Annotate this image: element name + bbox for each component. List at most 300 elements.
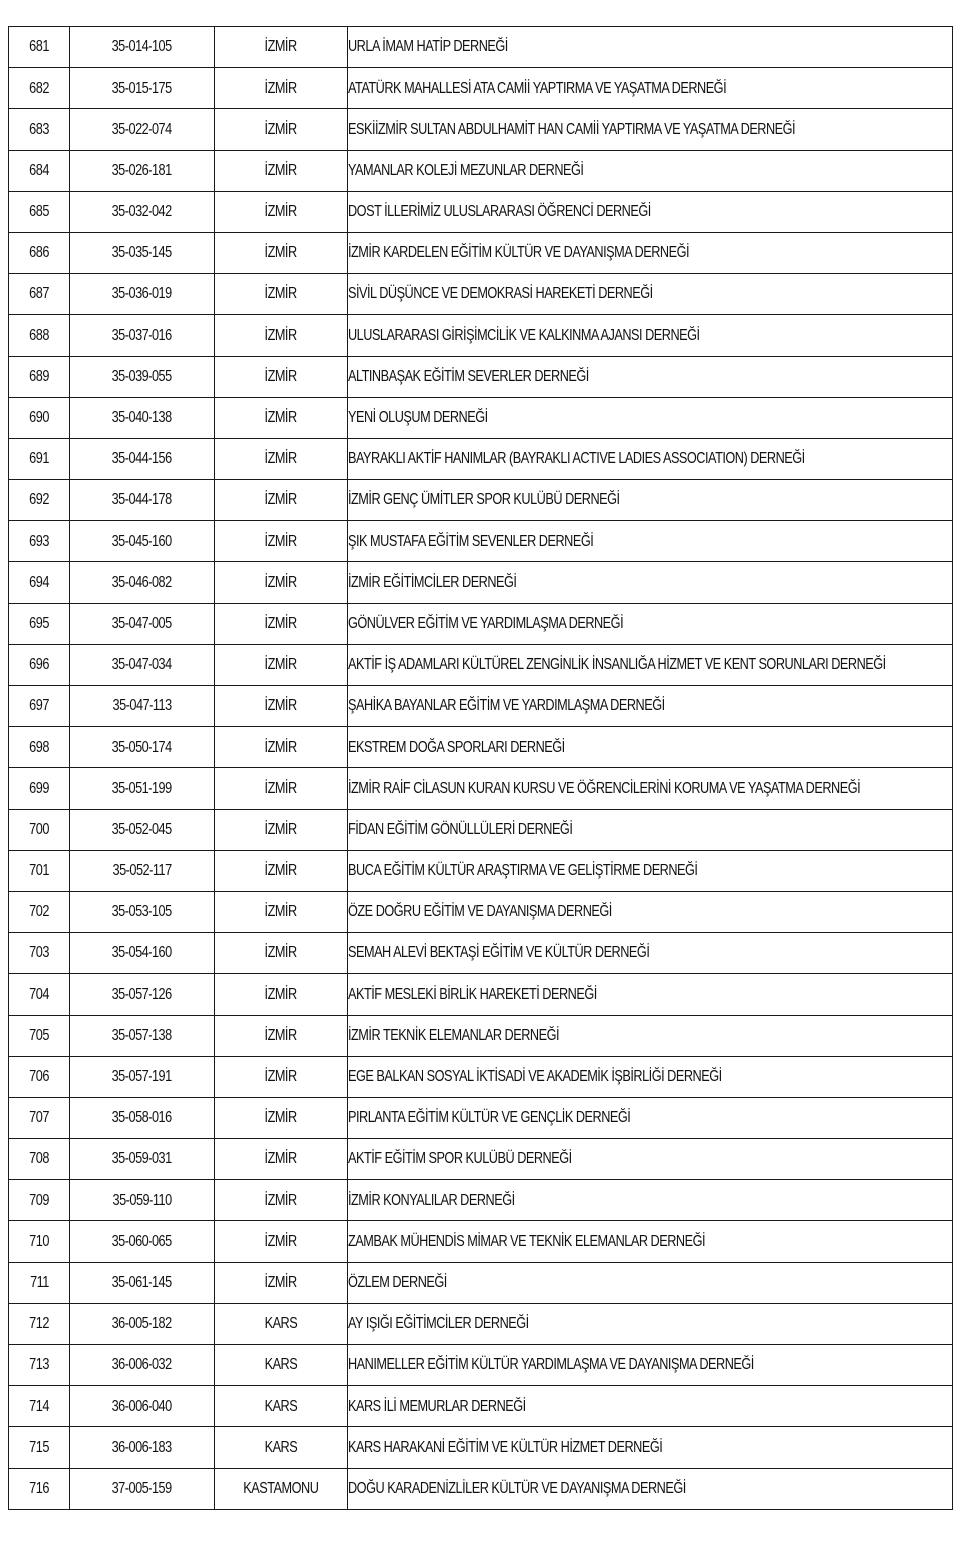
registry-number-cell [70,521,215,562]
table-row [9,274,953,315]
city-text: İZMİR [264,203,298,221]
registry-number-cell [70,644,215,685]
registry-number-cell [70,1056,215,1097]
registry-number-cell [70,809,215,850]
row-number-text: 689 [29,367,49,385]
association-name-cell [348,686,953,727]
table-row [9,727,953,768]
association-name-text: ŞIK MUSTAFA EĞİTİM SEVENLER DERNEĞİ [348,532,594,550]
association-name-cell [348,356,953,397]
registry-number-cell [70,109,215,150]
city-cell [215,1056,348,1097]
registry-number-cell [70,315,215,356]
row-number-text: 696 [29,656,49,674]
city-text: İZMİR [264,573,298,591]
row-number-cell [9,109,70,150]
city-text: İZMİR [264,1068,298,1086]
row-number-cell [9,933,70,974]
city-cell [215,933,348,974]
table-row [9,356,953,397]
row-number-cell [9,768,70,809]
city-cell [215,1221,348,1262]
row-number-text: 699 [29,779,49,797]
registry-number-cell [70,974,215,1015]
city-cell [215,521,348,562]
city-text: İZMİR [264,1150,298,1168]
association-name-text: PIRLANTA EĞİTİM KÜLTÜR VE GENÇLİK DERNEĞİ [348,1109,631,1127]
city-cell [215,850,348,891]
registry-number-text: 37-005-159 [111,1479,173,1497]
city-text: İZMİR [264,450,298,468]
city-cell [215,1468,348,1509]
registry-number-text: 35-057-191 [111,1068,173,1086]
association-name-text: FİDAN EĞİTİM GÖNÜLLÜLERİ DERNEĞİ [348,820,573,838]
row-number-text: 703 [29,944,49,962]
registry-number-text: 36-006-040 [111,1397,173,1415]
row-number-cell [9,644,70,685]
row-number-text: 683 [29,120,49,138]
city-cell [215,68,348,109]
registry-number-cell [70,603,215,644]
registry-number-text: 35-045-160 [111,532,173,550]
table-body [9,27,953,1510]
row-number-cell [9,974,70,1015]
row-number-cell [9,891,70,932]
table-row [9,891,953,932]
row-number-cell [9,480,70,521]
association-name-text: İZMİR GENÇ ÜMİTLER SPOR KULÜBÜ DERNEĞİ [348,491,620,509]
association-name-text: ZAMBAK MÜHENDİS MİMAR VE TEKNİK ELEMANLAR DERNEĞİ [348,1232,706,1250]
registry-number-cell [70,686,215,727]
row-number-cell [9,27,70,68]
row-number-text: 701 [29,862,49,880]
city-text: KARS [264,1315,298,1333]
association-name-text: ATATÜRK MAHALLESİ ATA CAMİİ YAPTIRMA VE YAŞATMA DERNEĞİ [348,79,727,97]
registry-number-text: 35-050-174 [111,738,173,756]
row-number-text: 688 [29,326,49,344]
registry-number-text: 35-040-138 [111,409,173,427]
registry-number-cell [70,1262,215,1303]
association-name-text: AY IŞIĞI EĞİTİMCİLER DERNEĞİ [348,1315,529,1333]
table-row [9,68,953,109]
row-number-cell [9,850,70,891]
association-name-cell [348,191,953,232]
association-name-text: BUCA EĞİTİM KÜLTÜR ARAŞTIRMA VE GELİŞTİRME DERNEĞİ [348,862,698,880]
table-row [9,686,953,727]
registry-number-text: 35-044-156 [111,450,173,468]
city-text: İZMİR [264,120,298,138]
row-number-cell [9,1139,70,1180]
city-text: İZMİR [264,326,298,344]
association-name-cell [348,1262,953,1303]
row-number-cell [9,438,70,479]
row-number-text: 700 [29,820,49,838]
city-cell [215,397,348,438]
registry-number-cell [70,68,215,109]
association-name-cell [348,727,953,768]
city-text: İZMİR [264,38,298,56]
row-number-cell [9,1468,70,1509]
city-text: İZMİR [264,367,298,385]
registry-number-text: 35-057-138 [111,1026,173,1044]
city-cell [215,562,348,603]
association-name-text: SEMAH ALEVİ BEKTAŞİ EĞİTİM VE KÜLTÜR DERNEĞİ [348,944,650,962]
registry-number-text: 35-014-105 [111,38,173,56]
city-cell [215,603,348,644]
table-row [9,1097,953,1138]
association-name-cell [348,397,953,438]
association-name-cell [348,644,953,685]
association-name-cell [348,521,953,562]
row-number-text: 710 [29,1232,49,1250]
row-number-text: 713 [29,1356,49,1374]
association-name-text: ÖZE DOĞRU EĞİTİM VE DAYANIŞMA DERNEĞİ [348,903,612,921]
table-row [9,1345,953,1386]
city-cell [215,274,348,315]
city-text: İZMİR [264,1109,298,1127]
association-name-text: İZMİR KONYALILAR DERNEĞİ [348,1191,515,1209]
row-number-text: 690 [29,409,49,427]
registry-number-text: 36-006-032 [111,1356,173,1374]
city-cell [215,150,348,191]
city-text: İZMİR [264,1232,298,1250]
table-row [9,809,953,850]
city-cell [215,1139,348,1180]
registry-number-cell [70,232,215,273]
row-number-cell [9,356,70,397]
city-text: İZMİR [264,820,298,838]
association-name-text: BAYRAKLI AKTİF HANIMLAR (BAYRAKLI ACTIVE LADIES ASSOCIATION) DERNEĞİ [348,450,805,468]
city-cell [215,1262,348,1303]
row-number-cell [9,1221,70,1262]
association-name-cell [348,1221,953,1262]
row-number-cell [9,562,70,603]
city-cell [215,27,348,68]
row-number-text: 705 [29,1026,49,1044]
row-number-cell [9,521,70,562]
association-name-cell [348,1468,953,1509]
row-number-cell [9,150,70,191]
association-name-cell [348,232,953,273]
city-text: KASTAMONU [243,1479,319,1497]
city-cell [215,1427,348,1468]
association-name-cell [348,562,953,603]
row-number-cell [9,397,70,438]
row-number-text: 697 [29,697,49,715]
row-number-text: 706 [29,1068,49,1086]
city-text: İZMİR [264,697,298,715]
registry-number-cell [70,1345,215,1386]
association-name-cell [348,109,953,150]
registry-number-text: 35-051-199 [111,779,173,797]
city-text: İZMİR [264,985,298,1003]
registry-number-cell [70,1386,215,1427]
registry-number-cell [70,562,215,603]
registry-number-text: 35-046-082 [111,573,173,591]
city-cell [215,1015,348,1056]
city-text: KARS [264,1356,298,1374]
table-row [9,1221,953,1262]
city-cell [215,109,348,150]
registry-number-text: 35-052-045 [111,820,173,838]
association-name-cell [348,850,953,891]
row-number-cell [9,1303,70,1344]
row-number-text: 714 [29,1397,49,1415]
city-text: İZMİR [264,491,298,509]
city-cell [215,1386,348,1427]
city-text: İZMİR [264,944,298,962]
association-name-text: KARS İLİ MEMURLAR DERNEĞİ [348,1397,526,1415]
registry-number-cell [70,438,215,479]
row-number-text: 702 [29,903,49,921]
row-number-cell [9,1386,70,1427]
registry-number-text: 35-059-031 [111,1150,173,1168]
association-name-cell [348,315,953,356]
registry-number-cell [70,191,215,232]
table-row [9,1262,953,1303]
city-text: İZMİR [264,409,298,427]
association-name-cell [348,1056,953,1097]
row-number-cell [9,1345,70,1386]
row-number-cell [9,1180,70,1221]
city-text: KARS [264,1397,298,1415]
registry-number-cell [70,850,215,891]
registry-number-cell [70,891,215,932]
registry-number-text: 35-058-016 [111,1109,173,1127]
registry-number-cell [70,480,215,521]
association-name-cell [348,1097,953,1138]
registry-number-cell [70,1015,215,1056]
city-cell [215,809,348,850]
association-name-text: ULUSLARARASI GİRİŞİMCİLİK VE KALKINMA AJANSI DERNEĞİ [348,326,700,344]
table-row [9,1180,953,1221]
registry-number-text: 35-057-126 [111,985,173,1003]
city-text: İZMİR [264,1191,298,1209]
city-cell [215,768,348,809]
city-text: İZMİR [264,1026,298,1044]
city-text: İZMİR [264,862,298,880]
association-name-text: DOST İLLERİMİZ ULUSLARARASI ÖĞRENCİ DERNEĞİ [348,203,651,221]
association-name-text: YAMANLAR KOLEJİ MEZUNLAR DERNEĞİ [348,161,584,179]
registry-number-text: 36-006-183 [111,1438,173,1456]
row-number-text: 715 [29,1438,49,1456]
registry-number-text: 35-037-016 [111,326,173,344]
association-name-text: AKTİF MESLEKİ BİRLİK HAREKETİ DERNEĞİ [348,985,597,1003]
association-name-text: EKSTREM DOĞA SPORLARI DERNEĞİ [348,738,565,756]
row-number-text: 709 [29,1191,49,1209]
association-name-text: DOĞU KARADENİZLİLER KÜLTÜR VE DAYANIŞMA DERNEĞİ [348,1479,686,1497]
table-row [9,438,953,479]
table-row [9,1139,953,1180]
registry-number-text: 35-036-019 [111,285,173,303]
table-row [9,1427,953,1468]
registry-number-cell [70,27,215,68]
association-name-cell [348,768,953,809]
row-number-cell [9,1262,70,1303]
registry-number-text: 35-047-034 [111,656,173,674]
row-number-cell [9,1056,70,1097]
association-name-text: SİVİL DÜŞÜNCE VE DEMOKRASİ HAREKETİ DERNEĞİ [348,285,653,303]
association-name-cell [348,1180,953,1221]
row-number-text: 694 [29,573,49,591]
association-name-text: ALTINBAŞAK EĞİTİM SEVERLER DERNEĞİ [348,367,589,385]
table-row [9,315,953,356]
city-cell [215,1180,348,1221]
city-cell [215,891,348,932]
association-name-cell [348,274,953,315]
association-name-text: ÖZLEM DERNEĞİ [348,1273,447,1291]
association-name-text: İZMİR TEKNİK ELEMANLAR DERNEĞİ [348,1026,560,1044]
association-name-cell [348,1427,953,1468]
association-name-text: AKTİF İŞ ADAMLARI KÜLTÜREL ZENGİNLİK İNSANLIĞA HİZMET VE KENT SORUNLARI DERNEĞİ [348,656,886,674]
association-name-cell [348,438,953,479]
row-number-cell [9,727,70,768]
table-row [9,1386,953,1427]
row-number-text: 711 [29,1273,49,1291]
city-text: İZMİR [264,903,298,921]
association-name-cell [348,933,953,974]
table-row [9,232,953,273]
association-name-cell [348,1303,953,1344]
association-name-text: ŞAHİKA BAYANLAR EĞİTİM VE YARDIMLAŞMA DERNEĞİ [348,697,665,715]
city-cell [215,1303,348,1344]
city-cell [215,232,348,273]
row-number-text: 708 [29,1150,49,1168]
table-row [9,521,953,562]
city-text: İZMİR [264,656,298,674]
row-number-cell [9,274,70,315]
association-name-cell [348,27,953,68]
registry-number-text: 35-035-145 [111,244,173,262]
association-name-cell [348,603,953,644]
association-name-text: İZMİR EĞİTİMCİLER DERNEĞİ [348,573,517,591]
table-row [9,1468,953,1509]
table-row [9,150,953,191]
registry-number-cell [70,768,215,809]
registry-number-text: 35-026-181 [111,161,173,179]
table-row [9,603,953,644]
table-row [9,562,953,603]
association-name-cell [348,68,953,109]
row-number-text: 712 [29,1315,49,1333]
association-name-text: KARS HARAKANİ EĞİTİM VE KÜLTÜR HİZMET DERNEĞİ [348,1438,663,1456]
registry-number-cell [70,1180,215,1221]
city-text: İZMİR [264,161,298,179]
registry-number-cell [70,1221,215,1262]
city-cell [215,1097,348,1138]
registry-number-text: 35-047-113 [112,697,172,715]
table-row [9,1056,953,1097]
row-number-text: 686 [29,244,49,262]
registry-number-text: 35-059-110 [112,1191,172,1209]
row-number-text: 707 [29,1109,49,1127]
row-number-text: 693 [29,532,49,550]
city-cell [215,1345,348,1386]
registry-number-text: 35-022-074 [111,120,173,138]
registry-number-cell [70,1468,215,1509]
association-name-text: URLA İMAM HATİP DERNEĞİ [348,38,508,56]
association-list-table [8,26,953,1510]
city-cell [215,686,348,727]
city-text: İZMİR [264,779,298,797]
table-row [9,850,953,891]
registry-number-text: 35-044-178 [111,491,173,509]
city-text: İZMİR [264,244,298,262]
row-number-text: 685 [29,203,49,221]
row-number-cell [9,1015,70,1056]
registry-number-text: 35-061-145 [111,1273,173,1291]
association-name-text: YENİ OLUŞUM DERNEĞİ [348,409,488,427]
city-text: İZMİR [264,1273,298,1291]
association-name-cell [348,974,953,1015]
row-number-text: 695 [29,614,49,632]
row-number-text: 692 [29,491,49,509]
registry-number-cell [70,933,215,974]
city-text: KARS [264,1438,298,1456]
table-row [9,480,953,521]
city-text: İZMİR [264,614,298,632]
table-row [9,974,953,1015]
registry-number-cell [70,356,215,397]
row-number-text: 716 [29,1479,49,1497]
city-text: İZMİR [264,738,298,756]
row-number-text: 691 [29,450,49,468]
table-row [9,191,953,232]
registry-number-cell [70,397,215,438]
table-row [9,933,953,974]
association-name-cell [348,1015,953,1056]
row-number-cell [9,68,70,109]
registry-number-cell [70,1427,215,1468]
table-row [9,27,953,68]
registry-number-text: 35-053-105 [111,903,173,921]
row-number-cell [9,809,70,850]
row-number-cell [9,315,70,356]
row-number-cell [9,686,70,727]
row-number-text: 681 [29,38,49,56]
registry-number-cell [70,1139,215,1180]
table-row [9,1015,953,1056]
registry-number-text: 35-054-160 [111,944,173,962]
row-number-text: 682 [29,79,49,97]
registry-number-text: 35-052-117 [112,862,172,880]
row-number-text: 684 [29,161,49,179]
row-number-text: 687 [29,285,49,303]
association-name-cell [348,891,953,932]
table-row [9,109,953,150]
registry-number-text: 35-032-042 [111,203,173,221]
registry-number-cell [70,274,215,315]
city-cell [215,356,348,397]
city-text: İZMİR [264,79,298,97]
association-name-text: HANIMELLER EĞİTİM KÜLTÜR YARDIMLAŞMA VE DAYANIŞMA DERNEĞİ [348,1356,754,1374]
association-name-cell [348,150,953,191]
row-number-cell [9,191,70,232]
association-name-cell [348,480,953,521]
association-name-text: ESKİİZMİR SULTAN ABDULHAMİT HAN CAMİİ YAPTIRMA VE YAŞATMA DERNEĞİ [348,120,796,138]
city-cell [215,480,348,521]
row-number-cell [9,1427,70,1468]
association-name-cell [348,1139,953,1180]
association-name-cell [348,1345,953,1386]
city-cell [215,644,348,685]
table-row [9,397,953,438]
city-text: İZMİR [264,285,298,303]
city-cell [215,191,348,232]
row-number-cell [9,603,70,644]
association-name-text: AKTİF EĞİTİM SPOR KULÜBÜ DERNEĞİ [348,1150,572,1168]
table-row [9,768,953,809]
